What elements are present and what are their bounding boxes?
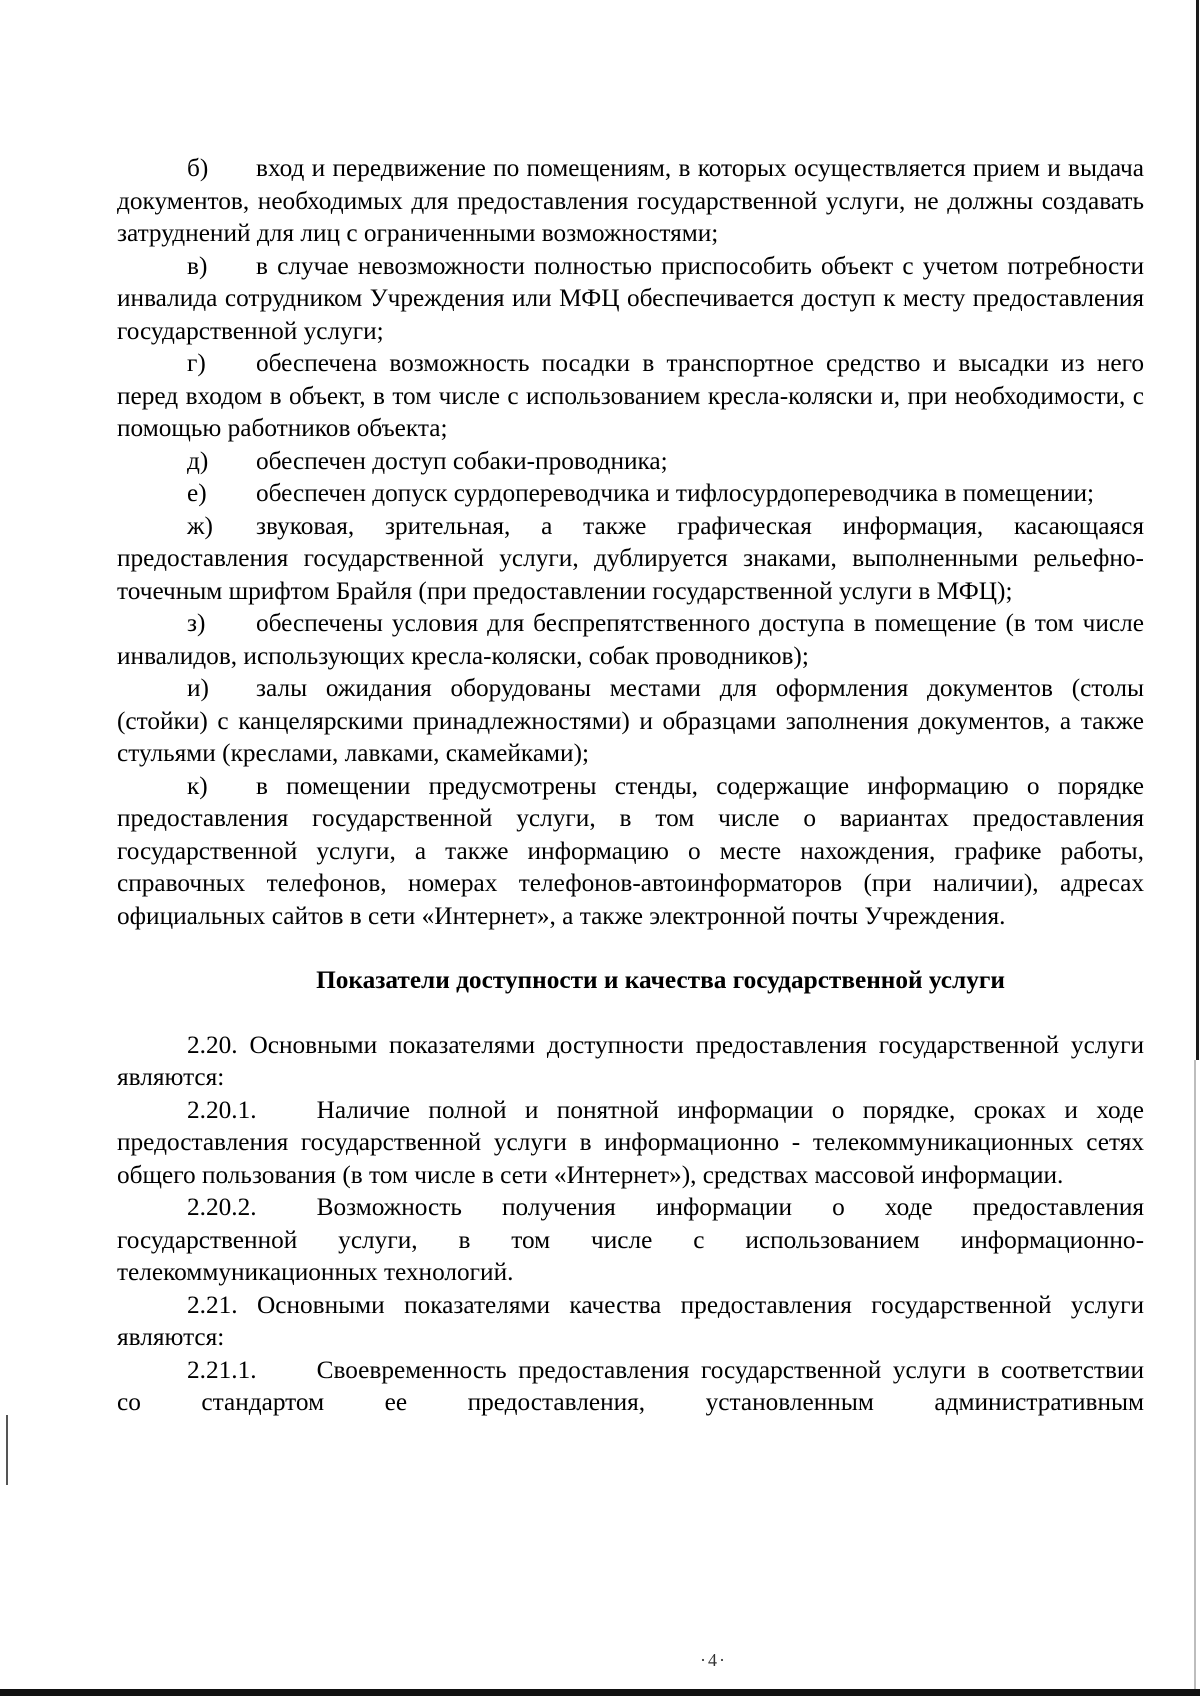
spacer — [117, 997, 1144, 1029]
list-item-e — [117, 477, 1144, 510]
item-letter: к) — [187, 771, 208, 800]
item-letter: е) — [187, 479, 207, 507]
item-letter: з) — [187, 609, 206, 637]
item-text: звуковая, зрительная, а также графическая информация, касающаяся предоставления государственной услуги, дублируется знаками, выполненными рельефно-точечным шрифтом Брайля (при предоставлении государственной услуги в МФЦ); — [117, 511, 1144, 605]
clause-text: Основными показателями доступности предоставления государственной услуги являются: — [117, 1030, 1144, 1091]
list-item-i — [117, 672, 1144, 770]
item-text: обеспечены условия для беспрепятственного доступа в помещение (в том числе инвалидов, использующих кресла-коляски, собак проводников); — [117, 609, 1144, 670]
clause-number: 2.20.1. — [187, 1095, 257, 1124]
spacer — [117, 932, 1144, 964]
list-item-g — [117, 347, 1144, 445]
clause-number: 2.20.2. — [187, 1193, 257, 1221]
clause-text: Основными показателями качества предоставления государственной услуги являются: — [117, 1290, 1144, 1351]
item-letter: д) — [187, 446, 209, 475]
clause-2-20-1 — [117, 1094, 1144, 1192]
page-number: ·4· — [700, 1650, 727, 1670]
list-item-z — [117, 607, 1144, 672]
item-letter: ж) — [187, 511, 213, 540]
list-item-b — [117, 152, 1144, 250]
item-letter: б) — [187, 154, 209, 182]
list-item-k — [117, 770, 1144, 933]
item-text: обеспечен допуск сурдопереводчика и тифлосурдопереводчика в помещении; — [256, 479, 1095, 507]
scan-mark-left — [6, 1415, 8, 1485]
item-text: вход и передвижение по помещениям, в которых осуществляется прием и выдача документов, необходимых для предоставления государственной услуги, не должны создавать затруднений для лиц с ограниченными возможностями; — [117, 154, 1144, 247]
clause-text: Возможность получения информации о ходе предоставления государственной услуги, в том числе с использованием информационно-телекоммуникационных технологий. — [117, 1193, 1144, 1286]
item-letter: и) — [187, 674, 209, 702]
item-letter: г) — [187, 349, 206, 377]
item-text: залы ожидания оборудованы местами для оформления документов (столы (стойки) с канцелярскими принадлежностями) и образцами заполнения документов, а также стульями (креслами, лавками, скамейками); — [117, 674, 1144, 767]
item-text: обеспечен доступ собаки-проводника; — [256, 446, 668, 475]
item-text: обеспечена возможность посадки в транспортное средство и высадки из него перед входом в объект, в том числе с использованием кресла-коляски и, при необходимости, с помощью работников объекта; — [117, 349, 1144, 442]
scan-border-bottom — [0, 1689, 1200, 1696]
scan-border-right — [1196, 0, 1199, 1060]
list-item-zh — [117, 510, 1144, 608]
item-text: в помещении предусмотрены стенды, содержащие информацию о порядке предоставления государственной услуги, в том числе о вариантах предоставления государственной услуги, а также информацию о месте нахождения, графике работы, справочных телефонов, номерах телефонов-автоинформаторов (при наличии), адресах официальных сайтов в сети «Интернет», а также электронной почты Учреждения. — [117, 771, 1144, 930]
clause-text: Наличие полной и понятной информации о порядке, сроках и ходе предоставления государственной услуги в информационно - телекоммуникационных сетях общего пользования (в том числе в сети «Интернет»), средствах массовой информации. — [117, 1095, 1144, 1189]
clause-number: 2.20. — [187, 1030, 238, 1059]
clause-number: 2.21.1. — [187, 1355, 257, 1384]
scan-border-right-faint — [1194, 1060, 1196, 1696]
clause-text: Своевременность предоставления государственной услуги в соответствии со стандартом ее предоставления, установленным административным — [117, 1355, 1144, 1416]
clause-2-20 — [117, 1029, 1144, 1094]
list-item-d — [117, 445, 1144, 478]
item-text: в случае невозможности полностью приспособить объект с учетом потребности инвалида сотрудником Учреждения или МФЦ обеспечивается доступ к месту предоставления государственной услуги; — [117, 251, 1144, 345]
section-heading: Показатели доступности и качества государственной услуги — [316, 966, 1005, 994]
clause-number: 2.21. — [187, 1290, 238, 1319]
item-letter: в) — [187, 251, 208, 280]
clause-2-21-1 — [117, 1354, 1144, 1419]
clause-2-21 — [117, 1289, 1144, 1354]
document-page — [117, 152, 1144, 1419]
clause-2-20-2 — [117, 1191, 1144, 1289]
list-item-v — [117, 250, 1144, 348]
